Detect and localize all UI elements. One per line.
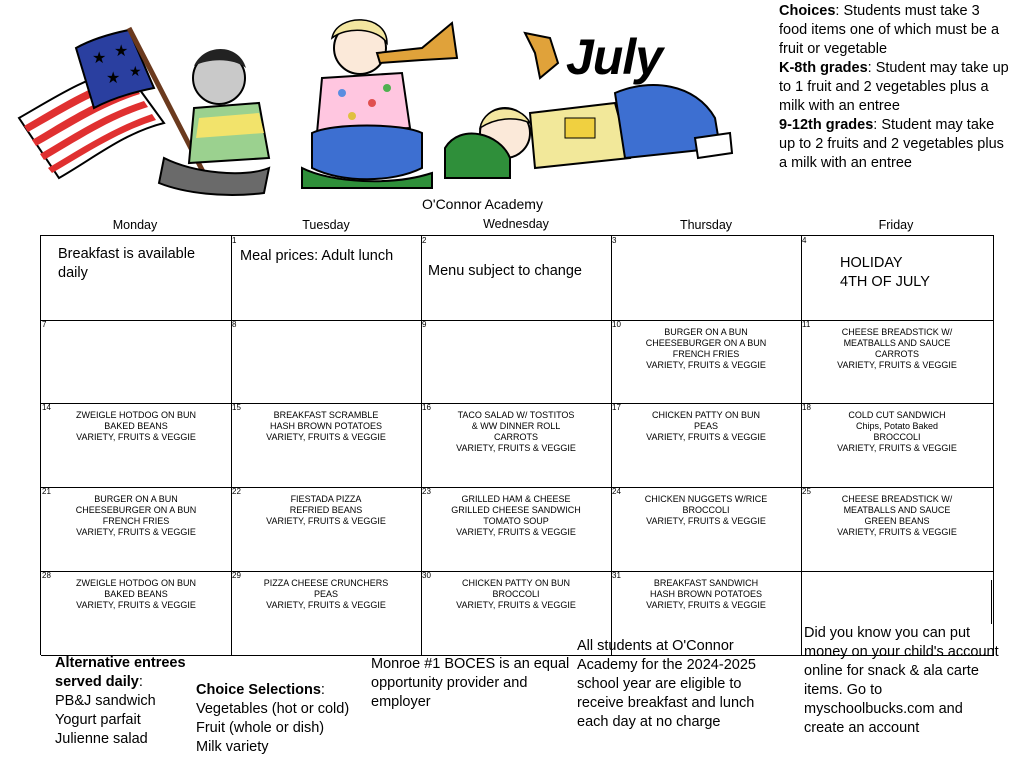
menu-items [611,494,801,527]
menu-item: TOMATO SOUP [483,516,549,526]
alternative-entrees [55,654,205,749]
choice-item: Milk variety [196,739,269,755]
cell-date: 9 [422,320,427,329]
menu-items [421,410,611,454]
cell-date: 18 [802,403,811,412]
menu-item: ZWEIGLE HOTDOG ON BUN [75,410,196,420]
menu-item: GRILLED HAM & CHEESE [461,494,571,504]
day-header-tuesday: Tuesday [302,218,350,232]
calendar-cell-thursday [611,487,802,572]
menu-item: FRENCH FRIES [672,349,740,359]
calendar-cell-friday [801,487,994,572]
myschoolbucks-notice: Did you know you can put money on your child's account online for snack & ala carte items. Go to myschoolbucks.com and create an account [804,625,999,736]
calendar-cell-wednesday [421,403,612,488]
alt-item: Julienne salad [55,731,148,747]
notice-underline [577,655,799,656]
calendar-cell-monday [41,403,232,488]
menu-item: VARIETY, FRUITS & VEGGIE [837,527,957,537]
cell-date: 30 [422,571,431,580]
menu-item: BAKED BEANS [104,421,168,431]
menu-item: BROCCOLI [492,589,540,599]
calendar-cell-tuesday [231,320,422,404]
menu-item: PIZZA CHEESE CRUNCHERS [263,578,389,588]
menu-item: CARROTS [493,432,538,442]
cell-date: 15 [232,403,241,412]
menu-items [611,578,801,611]
menu-item: BREAKFAST SANDWICH [653,578,759,588]
cell-date: 25 [802,487,811,496]
day-header-wednesday: Wednesday [483,217,549,231]
cell-date: 7 [42,320,47,329]
menu-item: FIESTADA PIZZA [290,494,362,504]
menu-item: ZWEIGLE HOTDOG ON BUN [75,578,196,588]
calendar-cell-wednesday [421,236,612,321]
boces-notice: Monroe #1 BOCES is an equal opportunity provider and employer [371,656,570,710]
cell-date: 8 [232,320,237,329]
menu-item: VARIETY, FRUITS & VEGGIE [646,360,766,370]
menu-items [231,578,421,611]
menu-item: BREAKFAST SCRAMBLE [273,410,379,420]
menu-item: CHICKEN PATTY ON BUN [461,578,570,588]
menu-item: VARIETY, FRUITS & VEGGIE [76,600,196,610]
alt-item: Yogurt parfait [55,712,141,728]
menu-item: VARIETY, FRUITS & VEGGIE [266,432,386,442]
menu-item: VARIETY, FRUITS & VEGGIE [837,443,957,453]
calendar-cell-wednesday [421,320,612,404]
cell-note: Meal prices: Adult lunch [240,248,394,264]
menu-items [231,494,421,527]
calendar-cell-friday [801,236,994,321]
menu-item: CHEESE BREADSTICK W/ [841,327,953,337]
cell-date: 16 [422,403,431,412]
menu-item: BROCCOLI [682,505,730,515]
day-header-thursday: Thursday [679,218,733,232]
cell-date: 29 [232,571,241,580]
cell-date: 28 [42,571,51,580]
cell-date: 17 [612,403,621,412]
cell-date: 24 [612,487,621,496]
trumpet-girl-illustration [292,8,462,193]
choices-panel [779,2,1011,173]
svg-text:★: ★ [114,43,129,60]
menu-items [611,410,801,443]
cell-date: 14 [42,403,51,412]
menu-item: Chips, Potato Baked [855,421,939,431]
menu-item: VARIETY, FRUITS & VEGGIE [646,432,766,442]
k8-label: K-8th grades [779,60,868,76]
cell-date: 1 [232,236,237,245]
cell-date: 21 [42,487,51,496]
menu-item: CHICKEN PATTY ON BUN [651,410,760,420]
flag-boy-illustration [14,8,274,198]
menu-items [421,578,611,611]
choices-text: : Students must take 3 food items one of which must be a fruit or vegetable [779,3,1000,57]
calendar-cell-friday [801,320,994,404]
menu-item: VARIETY, FRUITS & VEGGIE [646,516,766,526]
menu-items [41,494,231,538]
k8-text: : Student may take up to 1 fruit and 2 vegetables plus a milk with an entree [779,60,1009,114]
calendar-cell-monday [41,320,232,404]
menu-item: HASH BROWN POTATOES [649,589,762,599]
calendar-cell-tuesday [231,571,422,656]
menu-item: COLD CUT SANDWICH [848,410,946,420]
menu-items [801,327,993,371]
calendar-cell-tuesday [231,403,422,488]
menu-items [801,494,993,538]
menu-item: CHICKEN NUGGETS W/RICE [644,494,768,504]
alt-entrees-title: Alternative entrees served daily [55,655,186,690]
k8-rule [779,59,1011,116]
calendar-cell-tuesday [231,487,422,572]
menu-items [801,410,993,454]
cell-date: 23 [422,487,431,496]
month-title: July [566,29,663,85]
menu-item: BURGER ON A BUN [664,327,748,337]
menu-item: CHEESEBURGER ON A BUN [75,505,197,515]
choice-item: Fruit (whole or dish) [196,720,325,736]
calendar-cell-monday [41,571,232,656]
cell-date: 22 [232,487,241,496]
menu-items [231,410,421,443]
alt-entrees-colon: : [138,674,143,690]
menu-items [41,410,231,443]
menu-item: MEATBALLS AND SAUCE [843,338,951,348]
free-meals-notice: All students at O'Connor Academy for the 2024-2025 school year are eligible to receive breakfast and lunch each day at no charge [577,638,756,730]
alt-item: PB&J sandwich [55,693,156,709]
menu-item: FRENCH FRIES [102,516,170,526]
choice-selections-colon: : [320,682,325,698]
cell-note: HOLIDAY 4TH OF JULY [840,255,930,290]
menu-item: GREEN BEANS [864,516,930,526]
cell-date: 4 [802,236,807,245]
g912-rule [779,116,1011,173]
menu-item: TACO SALAD W/ TOSTITOS [457,410,575,420]
calendar-cell-tuesday [231,236,422,321]
menu-item: REFRIED BEANS [289,505,363,515]
cell-date: 11 [802,320,811,329]
calendar-cell-wednesday [421,487,612,572]
menu-items [421,494,611,538]
menu-item: CARROTS [874,349,919,359]
menu-item: & WW DINNER ROLL [471,421,561,431]
calendar-cell-thursday [611,236,802,321]
choice-selections [196,681,371,757]
svg-text:★: ★ [106,70,121,87]
menu-item: MEATBALLS AND SAUCE [843,505,951,515]
g912-label: 9-12th grades [779,117,874,133]
menu-item: HASH BROWN POTATOES [269,421,382,431]
day-header-monday: Monday [112,218,158,232]
menu-item: VARIETY, FRUITS & VEGGIE [456,600,576,610]
school-name: O'Connor Academy [422,196,543,212]
menu-item: VARIETY, FRUITS & VEGGIE [456,527,576,537]
calendar-cell-friday [801,403,994,488]
menu-item: PEAS [313,589,338,599]
menu-item: VARIETY, FRUITS & VEGGIE [837,360,957,370]
svg-text:★: ★ [129,63,142,79]
menu-item: VARIETY, FRUITS & VEGGIE [266,516,386,526]
choice-item: Vegetables (hot or cold) [196,701,350,717]
cell-date: 31 [612,571,621,580]
g912-text: : Student may take up to 2 fruits and 2 vegetables plus a milk with an entree [779,117,1004,171]
calendar-cell-thursday [611,320,802,404]
menu-items [611,327,801,371]
calendar-cell-thursday [611,403,802,488]
menu-item: BAKED BEANS [104,589,168,599]
cell-date: 3 [612,236,617,245]
menu-item: VARIETY, FRUITS & VEGGIE [456,443,576,453]
menu-item: BROCCOLI [873,432,921,442]
menu-item: VARIETY, FRUITS & VEGGIE [76,527,196,537]
menu-item: VARIETY, FRUITS & VEGGIE [646,600,766,610]
menu-item: PEAS [693,421,718,431]
choices-rule [779,2,1011,59]
calendar-cell-monday [41,236,232,321]
menu-item: CHEESEBURGER ON A BUN [645,338,767,348]
notice-connector [991,580,992,624]
day-header-friday: Friday [878,218,914,232]
menu-item: VARIETY, FRUITS & VEGGIE [76,432,196,442]
cell-note: Breakfast is available daily [58,246,196,281]
cell-note: Menu subject to change [428,263,582,279]
calendar-grid [40,235,994,655]
svg-text:★: ★ [92,50,107,67]
choices-label: Choices [779,3,836,19]
menu-item: CHEESE BREADSTICK W/ [841,494,953,504]
menu-item: BURGER ON A BUN [94,494,178,504]
cell-date: 2 [422,236,427,245]
menu-item: VARIETY, FRUITS & VEGGIE [266,600,386,610]
menu-items [41,578,231,611]
menu-item: GRILLED CHEESE SANDWICH [451,505,581,515]
cell-date: 10 [612,320,621,329]
calendar-cell-monday [41,487,232,572]
choice-selections-title: Choice Selections [196,682,321,698]
